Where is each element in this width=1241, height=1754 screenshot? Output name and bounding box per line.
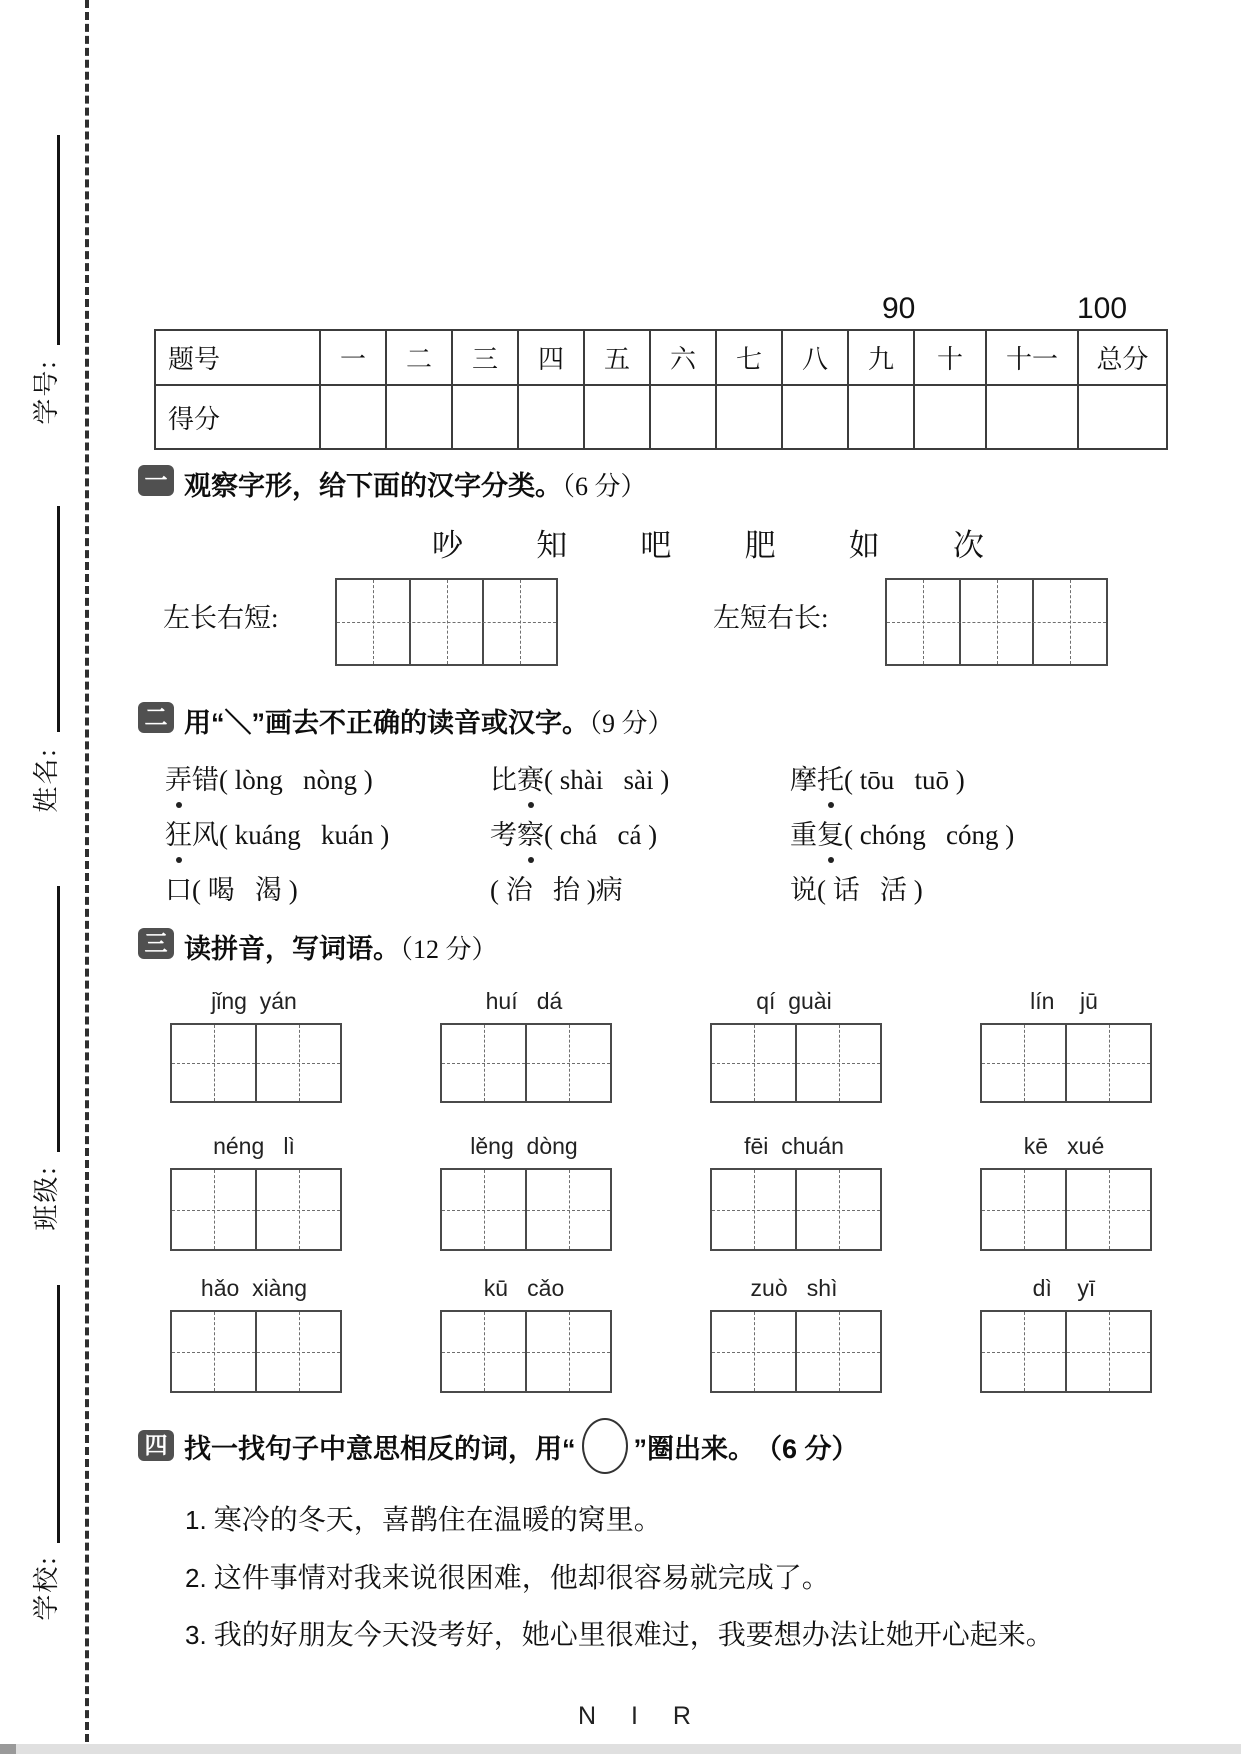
sentence-text: 这件事情对我来说很困难，他却很容易就完成了。 <box>213 1563 830 1594</box>
choice-entry: ( 治 抬 )病 <box>490 875 623 905</box>
writing-cell[interactable] <box>337 580 411 664</box>
writing-cell[interactable] <box>797 1312 880 1391</box>
score-scale-100: 100 <box>1077 292 1128 325</box>
entry-post: ( chóng cóng ) <box>844 820 1015 850</box>
sentence-number: 2. <box>185 1563 207 1593</box>
word-answer-box[interactable] <box>710 1310 882 1393</box>
word-answer-box[interactable] <box>170 1023 342 1103</box>
pinyin-label: kē xué <box>1023 1133 1105 1159</box>
writing-cell[interactable] <box>712 1025 797 1101</box>
writing-cell[interactable] <box>172 1312 257 1391</box>
score-cell[interactable] <box>584 385 650 449</box>
choice-entry <box>165 758 373 797</box>
score-col-7: 七 <box>716 330 782 385</box>
margin-blank-student-id[interactable] <box>57 135 60 345</box>
word-answer-box[interactable] <box>980 1023 1152 1103</box>
char-item: 如 <box>848 528 880 563</box>
choice-entry <box>790 758 965 797</box>
word-answer-box[interactable] <box>710 1023 882 1103</box>
section-2-title-text: 用“＼”画去不正确的读音或汉字。 <box>184 708 589 738</box>
page-bottom-scan-edge <box>0 1744 1241 1754</box>
score-cell[interactable] <box>716 385 782 449</box>
entry-post: ( shài sài ) <box>544 765 670 795</box>
char-item: 吵 <box>432 528 463 563</box>
writing-cell[interactable] <box>887 580 961 664</box>
entry-dotted-char: 复 <box>817 813 844 852</box>
section-4-title-post: ”圈出来。 <box>633 1433 755 1464</box>
pinyin-label: kū cǎo <box>483 1275 565 1301</box>
score-table <box>154 329 1168 450</box>
score-table-score-row <box>155 385 1167 449</box>
entry-dotted-char: 赛 <box>517 758 544 797</box>
score-cell[interactable] <box>986 385 1078 449</box>
writing-cell[interactable] <box>982 1025 1067 1101</box>
margin-label-school: 学校: <box>31 1555 61 1621</box>
sentence-2 <box>185 1556 830 1596</box>
pinyin-label: zuò shì <box>750 1275 838 1301</box>
section-1-badge: 一 <box>138 465 174 496</box>
score-col-10: 十 <box>914 330 986 385</box>
word-answer-box[interactable] <box>980 1310 1152 1393</box>
writing-cell[interactable] <box>527 1170 610 1249</box>
score-cell[interactable] <box>848 385 914 449</box>
section-3-title-text: 读拼音，写词语。 <box>184 934 400 964</box>
margin-label-name: 姓名: <box>31 747 61 813</box>
writing-cell[interactable] <box>1034 580 1106 664</box>
choice-entry <box>490 813 657 852</box>
choice-entry <box>165 813 389 852</box>
writing-cell[interactable] <box>527 1312 610 1391</box>
section-3-badge: 三 <box>138 928 174 959</box>
section-2-badge: 二 <box>138 702 174 733</box>
score-cell[interactable] <box>452 385 518 449</box>
writing-cell[interactable] <box>442 1312 527 1391</box>
score-cell[interactable] <box>320 385 386 449</box>
pinyin-label: lín jū <box>1030 988 1098 1014</box>
margin-label-class: 班级: <box>31 1165 61 1231</box>
footer-code: N I R <box>578 1702 705 1730</box>
score-col-9: 九 <box>848 330 914 385</box>
entry-post: ( tōu tuō ) <box>844 765 965 795</box>
char-item: 知 <box>536 528 568 563</box>
score-cell[interactable] <box>518 385 584 449</box>
circle-shape-icon <box>582 1418 628 1474</box>
pinyin-label: hǎo xiàng <box>200 1275 308 1301</box>
score-col-5: 五 <box>584 330 650 385</box>
score-scale-90: 90 <box>882 292 916 325</box>
section-1-title-text: 观察字形，给下面的汉字分类。 <box>184 471 562 501</box>
entry-dotted-char: 狂 <box>165 813 192 852</box>
score-cell-total[interactable] <box>1078 385 1167 449</box>
char-item: 吧 <box>640 528 672 563</box>
pinyin-label: dì yī <box>1032 1275 1096 1301</box>
pinyin-label: fēi chuán <box>744 1133 844 1159</box>
writing-cell[interactable] <box>961 580 1035 664</box>
writing-cell[interactable] <box>527 1025 610 1101</box>
writing-cell[interactable] <box>172 1025 257 1101</box>
writing-cell[interactable] <box>1067 1312 1150 1391</box>
word-answer-box[interactable] <box>440 1168 612 1251</box>
writing-cell[interactable] <box>442 1025 527 1101</box>
score-col-total: 总分 <box>1078 330 1167 385</box>
score-cell[interactable] <box>650 385 716 449</box>
group-label-left-long: 左长右短: <box>163 603 279 633</box>
section-1-points: （6 分） <box>562 472 647 501</box>
score-col-3: 三 <box>452 330 518 385</box>
section-4-title <box>184 1418 859 1474</box>
sentence-number: 3. <box>185 1620 207 1650</box>
writing-cell[interactable] <box>797 1025 880 1101</box>
choice-entry: 说( 话 活 ) <box>790 875 923 905</box>
writing-cell[interactable] <box>712 1312 797 1391</box>
word-answer-box[interactable] <box>440 1310 612 1393</box>
entry-post: ( chá cá ) <box>544 820 658 850</box>
writing-cell[interactable] <box>1067 1170 1150 1249</box>
word-answer-box[interactable] <box>440 1023 612 1103</box>
section-4-title-pre: 找一找句子中意思相反的词，用“ <box>184 1433 576 1464</box>
choice-entry <box>490 758 669 797</box>
writing-cell[interactable] <box>982 1170 1067 1249</box>
sentence-1 <box>185 1498 662 1538</box>
margin-blank-class[interactable] <box>57 886 60 1152</box>
score-col-4: 四 <box>518 330 584 385</box>
char-item: 肥 <box>744 528 776 563</box>
writing-cell[interactable] <box>1067 1025 1150 1101</box>
writing-cell[interactable] <box>172 1170 257 1249</box>
word-answer-box[interactable] <box>980 1168 1152 1251</box>
choice-entry: 口( 喝 渴 ) <box>165 875 298 905</box>
writing-cell[interactable] <box>484 580 556 664</box>
pinyin-label: lěng dòng <box>470 1133 578 1159</box>
page-bottom-corner-mark <box>0 1744 16 1754</box>
score-table-header-row <box>155 330 1167 385</box>
entry-pre: 摩 <box>790 765 817 795</box>
section-3-points: （12 分） <box>400 935 498 964</box>
writing-cell[interactable] <box>257 1025 340 1101</box>
entry-dotted-char: 弄 <box>165 758 192 797</box>
answer-boxes-left-long[interactable] <box>335 578 558 666</box>
entry-dotted-char: 察 <box>517 813 544 852</box>
sentence-number: 1. <box>185 1505 207 1535</box>
sentence-text: 寒冷的冬天，喜鹊住在温暖的窝里。 <box>213 1505 662 1536</box>
score-col-2: 二 <box>386 330 452 385</box>
word-answer-box[interactable] <box>170 1168 342 1251</box>
section-2-points: （9 分） <box>589 709 674 738</box>
section-4-badge: 四 <box>138 1430 174 1461</box>
score-col-8: 八 <box>782 330 848 385</box>
score-table-label-question: 题号 <box>155 330 320 385</box>
section-4-points: （6 分） <box>755 1433 859 1464</box>
pinyin-label: néng lì <box>213 1133 295 1159</box>
word-answer-box[interactable] <box>710 1168 882 1251</box>
group-label-left-short: 左短右长: <box>713 603 829 633</box>
writing-cell[interactable] <box>257 1312 340 1391</box>
entry-pre: 考 <box>490 820 517 850</box>
sentence-3 <box>185 1613 1054 1653</box>
entry-post: 错( lòng nòng ) <box>192 765 373 795</box>
section-1-character-list <box>432 520 984 565</box>
entry-post: 风( kuáng kuán ) <box>192 820 390 850</box>
writing-cell[interactable] <box>797 1170 880 1249</box>
score-cell[interactable] <box>914 385 986 449</box>
section-2-title <box>184 701 674 740</box>
section-1-title <box>184 464 647 503</box>
word-answer-box[interactable] <box>170 1310 342 1393</box>
choice-entry <box>790 813 1014 852</box>
writing-cell[interactable] <box>257 1170 340 1249</box>
answer-boxes-left-short[interactable] <box>885 578 1108 666</box>
score-cell[interactable] <box>782 385 848 449</box>
section-3-title <box>184 927 498 966</box>
writing-cell[interactable] <box>411 580 485 664</box>
score-cell[interactable] <box>386 385 452 449</box>
entry-pre: 比 <box>490 765 517 795</box>
binding-dashed-line <box>85 0 89 1742</box>
writing-cell[interactable] <box>712 1170 797 1249</box>
writing-cell[interactable] <box>442 1170 527 1249</box>
pinyin-label: qí guài <box>756 988 832 1014</box>
margin-blank-school[interactable] <box>57 1285 60 1543</box>
sentence-text: 我的好朋友今天没考好，她心里很难过，我要想办法让她开心起来。 <box>213 1620 1054 1651</box>
entry-dotted-char: 托 <box>817 758 844 797</box>
margin-label-student-id: 学号: <box>31 359 61 425</box>
pinyin-label: jǐng yán <box>211 988 297 1014</box>
margin-blank-name[interactable] <box>57 506 60 732</box>
score-col-11: 十一 <box>986 330 1078 385</box>
entry-pre: 重 <box>790 820 817 850</box>
score-col-6: 六 <box>650 330 716 385</box>
score-table-label-score: 得分 <box>155 385 320 449</box>
char-item: 次 <box>952 528 984 563</box>
pinyin-label: huí dá <box>485 988 563 1014</box>
writing-cell[interactable] <box>982 1312 1067 1391</box>
score-col-1: 一 <box>320 330 386 385</box>
